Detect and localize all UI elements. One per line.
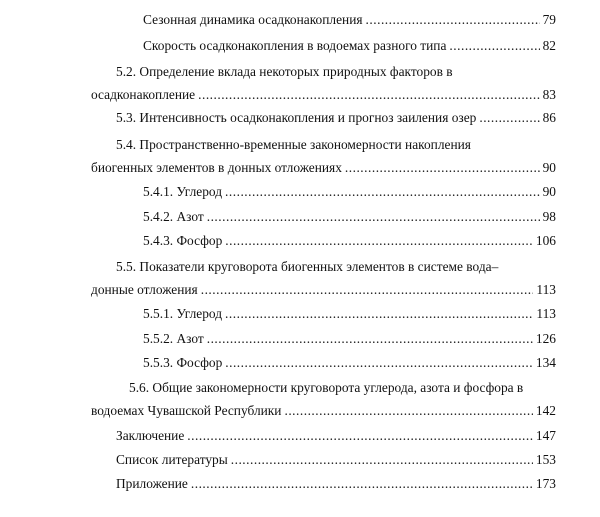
toc-entry-text: водоемах Чувашской Республики xyxy=(91,403,282,418)
toc-entry xyxy=(91,86,556,104)
toc-leader-dots xyxy=(225,183,540,201)
toc-entry xyxy=(91,281,556,299)
toc-entry-text: Список литературы xyxy=(116,452,228,467)
toc-leader-dots xyxy=(191,475,533,493)
toc-entry-page: 113 xyxy=(536,306,556,321)
toc-entry-page: 173 xyxy=(535,476,556,491)
toc-entry xyxy=(143,208,556,226)
toc-entry-page: 90 xyxy=(542,160,556,175)
toc-entry-text-line1: 5.5. Показатели круговорота биогенных элементов в системе вода– xyxy=(116,259,499,274)
toc-leader-dots xyxy=(284,402,532,420)
toc-entry-text: донные отложения xyxy=(91,282,198,297)
toc-leader-dots xyxy=(187,427,533,445)
toc-leader-dots xyxy=(479,109,539,127)
toc-entry-text: Скорость осадконакопления в водоемах разного типа xyxy=(143,38,447,53)
toc-entry xyxy=(116,451,556,469)
toc-leader-dots xyxy=(225,232,533,250)
toc-leader-dots xyxy=(449,37,539,55)
toc-leader-dots xyxy=(207,208,540,226)
toc-entry-page: 153 xyxy=(535,452,556,467)
toc-entry xyxy=(143,330,556,348)
toc-entry-page: 98 xyxy=(542,209,556,224)
toc-entry-text-line1: 5.4. Пространственно-временные закономерности накопления xyxy=(116,137,471,152)
toc-leader-dots xyxy=(225,354,533,372)
toc-entry-page: 147 xyxy=(535,428,556,443)
toc-entry-page: 106 xyxy=(535,233,556,248)
toc-entry-page: 90 xyxy=(542,184,556,199)
toc-entry-page: 113 xyxy=(536,282,556,297)
toc-entry xyxy=(143,232,556,250)
toc-entry-text: 5.4.1. Углерод xyxy=(143,184,223,199)
toc-entry-text: 5.5.2. Азот xyxy=(143,331,204,346)
toc-entry xyxy=(116,427,556,445)
toc-entry xyxy=(116,475,556,493)
toc-entry-page: 142 xyxy=(535,403,556,418)
toc-entry-text: Сезонная динамика осадконакопления xyxy=(143,12,363,27)
toc-leader-dots xyxy=(345,159,540,177)
toc-entry xyxy=(143,354,556,372)
toc-entry-text: Приложение xyxy=(116,476,188,491)
toc-leader-dots xyxy=(201,281,534,299)
toc-entry-page: 79 xyxy=(542,12,556,27)
toc-leader-dots xyxy=(225,305,533,323)
toc-entry xyxy=(143,37,556,55)
toc-entry-page: 82 xyxy=(542,38,556,53)
toc-entry-page: 86 xyxy=(542,110,556,125)
toc-entry-text: биогенных элементов в донных отложениях xyxy=(91,160,342,175)
toc-entry-text: осадконакопление xyxy=(91,87,196,102)
toc-entry-text: 5.4.3. Фосфор xyxy=(143,233,223,248)
toc-entry-text: 5.3. Интенсивность осадконакопления и прогноз заиления озер xyxy=(116,110,477,125)
toc-entry-page: 134 xyxy=(535,355,556,370)
toc-leader-dots xyxy=(207,330,533,348)
toc-entry xyxy=(91,402,556,420)
toc-leader-dots xyxy=(198,86,539,104)
toc-entry-text: 5.5.3. Фосфор xyxy=(143,355,223,370)
toc-entry xyxy=(116,109,556,127)
toc-entry xyxy=(143,11,556,29)
toc-entry xyxy=(143,183,556,201)
toc-entry-text-line1: 5.6. Общие закономерности круговорота углерода, азота и фосфора в xyxy=(129,380,524,395)
toc-entry xyxy=(143,305,556,323)
toc-entry xyxy=(91,159,556,177)
toc-entry-text: 5.4.2. Азот xyxy=(143,209,204,224)
toc-leader-dots xyxy=(366,11,540,29)
toc-entry-page: 83 xyxy=(542,87,556,102)
toc-leader-dots xyxy=(231,451,533,469)
toc-entry-text-line1: 5.2. Определение вклада некоторых природных факторов в xyxy=(116,64,453,79)
toc-entry-text: 5.5.1. Углерод xyxy=(143,306,223,321)
toc-entry-text: Заключение xyxy=(116,428,185,443)
toc-entry-page: 126 xyxy=(535,331,556,346)
